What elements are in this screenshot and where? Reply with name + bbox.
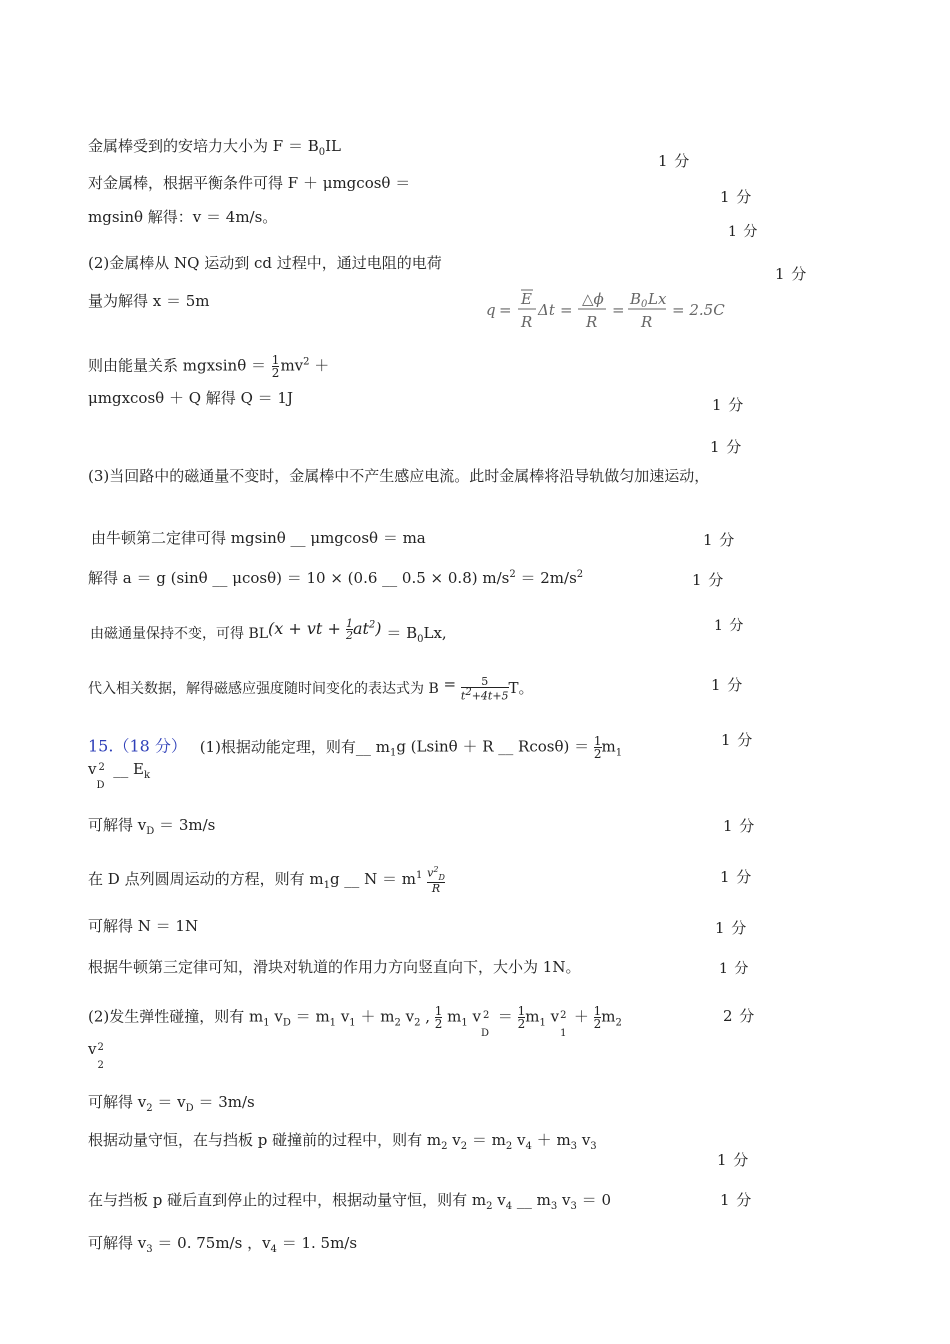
text-line: 可解得 $v_3 = 0$. 75m/s ，$v_4 = 1$. 5m/s <box>88 1234 358 1255</box>
text-line: 可解得 $v_D = 3m/s$ <box>88 816 216 837</box>
score-label: 1 分 <box>717 1151 750 1169</box>
text-line: 可解得 N ＝ 1N <box>88 917 199 935</box>
score-label: 1 分 <box>692 571 725 589</box>
score-label: 2 分 <box>723 1007 756 1025</box>
svg-text:R: R <box>641 313 653 331</box>
text-line: 根据牛顿第三定律可知，滑块对轨道的作用力方向竖直向下，大小为 1N。 <box>88 958 581 976</box>
score-label: 1 分 <box>710 438 743 456</box>
score-label: 1 分 <box>775 265 808 283</box>
text-line: 解得 a ＝ g (sinθ __ μcosθ) ＝ 10 × (0.6 __ 0.5 × 0.8) $m/s^2 = 2m/s^2$ <box>88 569 584 587</box>
score-label: 1 分 <box>712 396 745 414</box>
score-label: 1 分 <box>714 618 745 634</box>
svg-text:q: q <box>486 301 496 319</box>
text-line: 可解得 $v_2 = v_D = 3m/s$ <box>88 1093 255 1114</box>
score-label: 1 分 <box>715 919 748 937</box>
svg-text:△ϕ: △ϕ <box>582 290 604 308</box>
svg-text:E: E <box>521 290 532 308</box>
text-line: 根据动量守恒，在与挡板 p 碰撞前的过程中，则有 $m_2$ $v_2 = m_2$ $v_4 + m_3$ $v_3$ <box>88 1131 597 1152</box>
text-line: 对金属棒，根据平衡条件可得 F ＋ μmgcosθ ＝ <box>88 174 411 192</box>
score-label: 1 分 <box>728 224 759 240</box>
svg-text:=: = <box>612 301 625 319</box>
svg-text:= 2.5C: = 2.5C <box>672 301 725 319</box>
score-label: 1 分 <box>703 531 736 549</box>
text-line: 15.（18 分） (1)根据动能定理，则有__ $m_1g$ (Lsinθ ＋ R __ Rcosθ) ＝ $\frac{1}{2}$ $m_1$ <box>88 734 623 761</box>
text-line: 由牛顿第二定律可得 mgsinθ __ μmgcosθ ＝ ma <box>91 529 426 547</box>
charge-formula <box>484 283 734 333</box>
svg-text:=: = <box>560 301 573 319</box>
text-line: (2)金属棒从 NQ 运动到 cd 过程中，通过电阻的电荷 <box>88 254 442 272</box>
text-line: 则由能量关系 mgxsinθ ＝ $\frac{1}{2}$ $mv^2$ ＋ <box>88 353 330 380</box>
score-label: 1 分 <box>720 868 753 886</box>
text-line: (3)当回路中的磁通量不变时，金属棒中不产生感应电流。此时金属棒将沿导轨做匀加速运动， <box>88 467 710 485</box>
svg-text:R: R <box>586 313 598 331</box>
text-line: mgsinθ 解得：v ＝ 4m/s。 <box>88 208 278 226</box>
text-line: 由磁通量保持不变，可得 BL(x + vt + $\frac{1}{2}$ $at^2) = B_0Lx$, <box>90 617 447 645</box>
score-label: 1 分 <box>720 188 753 206</box>
svg-text:Δt: Δt <box>538 301 555 319</box>
score-label: 1 分 <box>723 817 756 835</box>
score-label: 1 分 <box>720 1191 753 1209</box>
score-label: 1 分 <box>658 152 691 170</box>
text-line: 金属棒受到的安培力大小为 $F = B_0IL$ <box>88 137 342 158</box>
svg-text:B: B <box>630 290 642 308</box>
text-line: (2)发生弹性碰撞，则有 $m_1$ $v_D = m_1$ $v_1 + m_2$ $v_2$ , $\frac{1}{2}$ $m_1$ v 2 D ＝ $\frac{1}{2}$ $m_1$ v 2 1 ＋ $\frac{1}{2}$ $m_2$ <box>88 1004 622 1039</box>
text-line: 代入相关数据，解得磁感应强度随时间变化的表达式为 B = $\frac{5}{t^2+4t+5}$ T。 <box>88 675 534 703</box>
text-line: v 2 D __ $E_k$ <box>88 760 151 791</box>
score-label: 1 分 <box>721 731 754 749</box>
text-line: 在 D 点列圆周运动的方程，则有 $m_1g$ __ $N = m^1$ $\frac{v^2_D}{R}$ <box>88 865 445 895</box>
svg-text:R: R <box>521 313 533 331</box>
text-line: v 2 2 <box>88 1040 104 1071</box>
text-line: 在与挡板 p 碰后直到停止的过程中，根据动量守恒，则有 $m_2$ $v_4$ __ $m_3$ $v_3 = 0$ <box>88 1191 611 1212</box>
svg-text:0: 0 <box>641 299 648 310</box>
svg-text:Lx: Lx <box>648 290 667 308</box>
score-label: 1 分 <box>719 961 750 977</box>
text-line: 量为解得 x ＝ 5m <box>88 292 210 310</box>
question-number: 15.（18 分） <box>88 736 187 756</box>
score-label: 1 分 <box>711 676 744 694</box>
svg-text:=: = <box>499 301 512 319</box>
text-line: μmgxcosθ ＋ Q 解得 Q ＝ 1J <box>88 389 293 407</box>
